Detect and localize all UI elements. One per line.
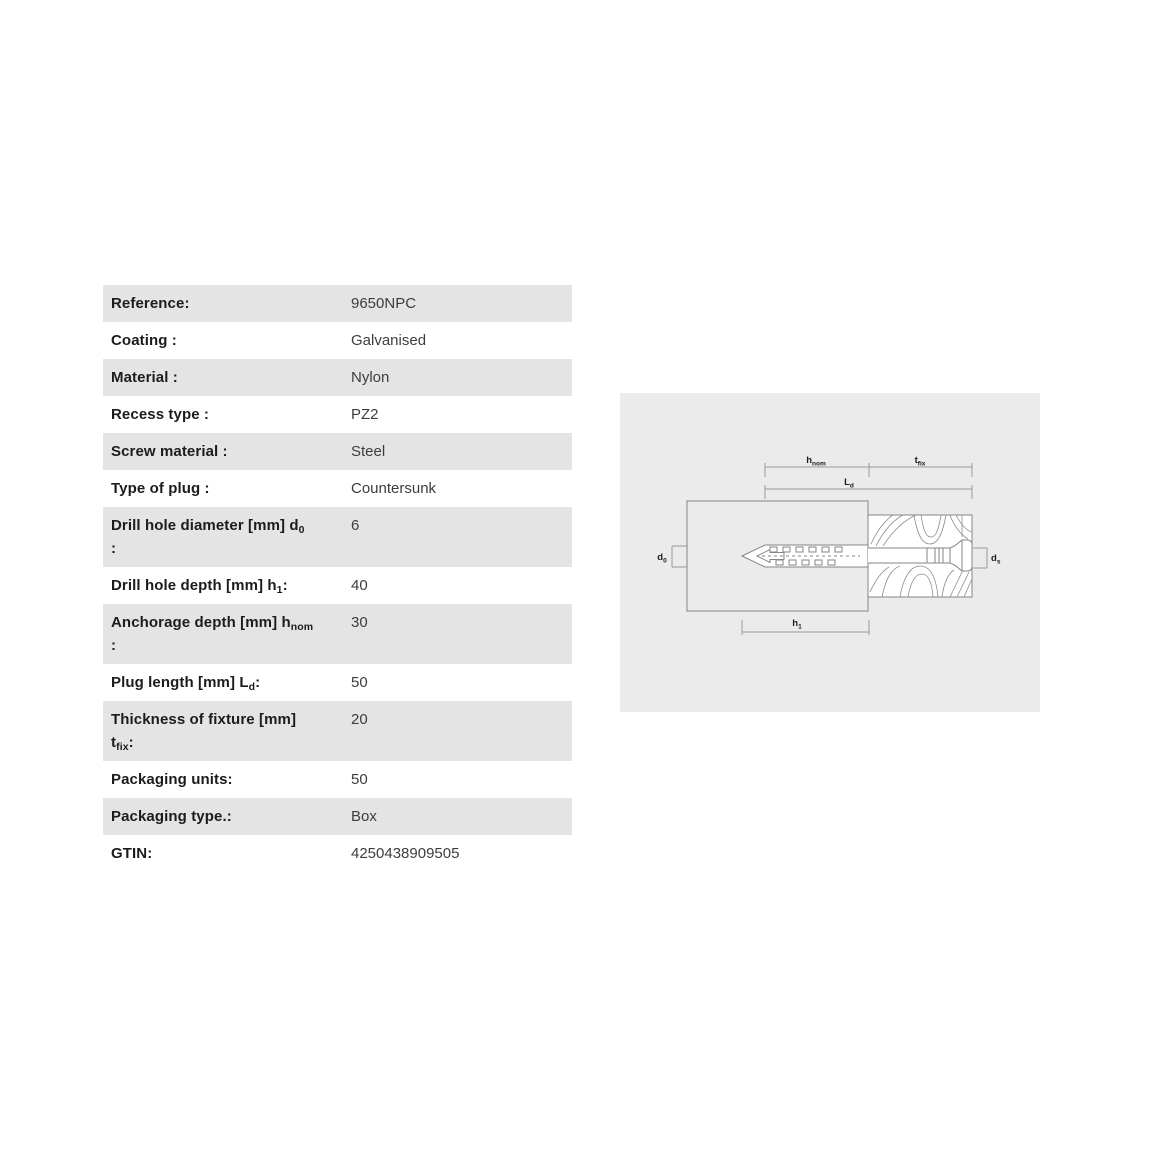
spec-label: Packaging units: [111,771,233,788]
spec-label: Recess type : [111,406,210,423]
spec-row [103,664,572,701]
spec-row [103,322,572,359]
spec-label: Screw material : [111,443,228,460]
spec-label: Anchorage depth [mm] $h_{nom}$ : [111,614,314,654]
spec-row [103,567,572,604]
h1-dimension-label: $h_1$ [792,618,802,631]
spec-value: Galvanised [351,332,427,349]
spec-label: Packaging type.: [111,808,232,825]
spec-label: Type of plug : [111,480,210,497]
spec-row [103,701,572,761]
spec-row [103,285,572,322]
spec-label: GTIN: [111,845,153,862]
spec-label: Drill hole depth [mm] $h_1$: [111,577,288,596]
spec-label: Drill hole diameter [mm] $d_0$ : [111,517,305,557]
hnom-dimension-label: $h_{nom}$ [806,455,826,468]
screw-shaft [868,548,950,563]
spec-row [103,835,572,872]
spec-label: Plug length [mm] $L_d$: [111,674,261,693]
spec-value: 9650NPC [351,295,417,312]
spec-row [103,798,572,835]
spec-row [103,470,572,507]
spec-value: 40 [351,577,368,594]
spec-row [103,396,572,433]
spec-value: 4250438909505 [351,845,460,862]
tfix-dimension-label: $t_{fix}$ [914,455,926,468]
spec-value: Countersunk [351,480,437,497]
spec-row [103,433,572,470]
spec-value: 50 [351,674,368,691]
spec-value: Nylon [351,369,390,386]
spec-value: 50 [351,771,368,788]
spec-value: Box [351,808,377,825]
spec-value: 6 [351,517,360,534]
diagram-panel [620,393,1040,712]
ld-dimension-label: $L_d$ [844,477,854,490]
spec-label: Material : [111,369,178,386]
ds-dimension-label: $d_s$ [991,553,1001,566]
spec-value: 20 [351,711,368,728]
spec-table [103,285,572,872]
spec-value: PZ2 [351,406,379,423]
spec-value: 30 [351,614,368,631]
spec-label: Coating : [111,332,177,349]
spec-row [103,359,572,396]
spec-row [103,604,572,664]
spec-label: Thickness of fixture [mm] $t_{fix}$: [111,711,297,753]
spec-value: Steel [351,443,386,460]
spec-table-body [103,285,572,872]
spec-row [103,507,572,567]
spec-row [103,761,572,798]
d0-dimension-label: $d_0$ [657,552,667,565]
spec-table-section [103,285,572,872]
spec-label: Reference: [111,295,190,312]
plug-technical-drawing [620,393,1040,712]
